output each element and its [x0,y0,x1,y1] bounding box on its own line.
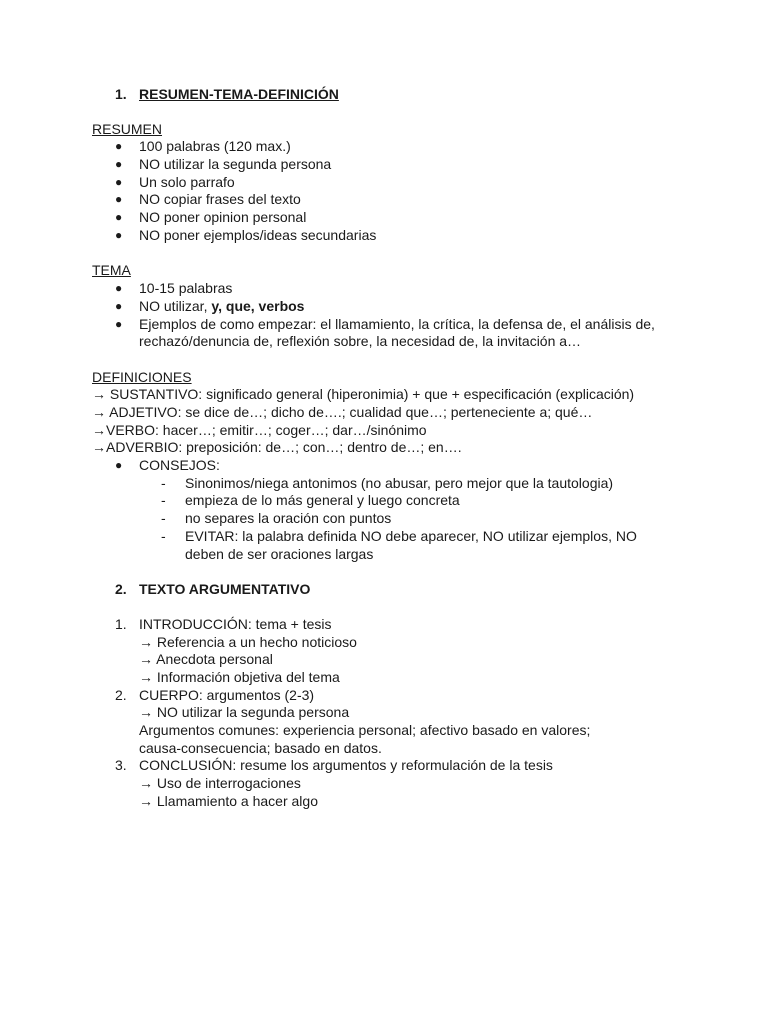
tema-item [139,298,304,316]
bullet-icon: ● [115,228,123,242]
tema-heading: TEMA [92,262,131,278]
introduccion-label: INTRODUCCIÓN: tema + tesis [139,616,332,632]
item-number: 1. [115,616,127,632]
dash-marker: - [161,510,166,526]
cuerpo-text: Argumentos comunes: experiencia personal; afectivo basado en valores; [139,722,591,738]
bullet-icon: ● [115,192,123,206]
tema-item-bold: y, que, verbos [211,298,305,314]
section1-title: RESUMEN-TEMA-DEFINICIÓN [139,86,339,102]
bullet-icon: ● [115,210,123,224]
resumen-item: NO utilizar la segunda persona [139,156,332,172]
dash-marker: - [161,528,166,544]
definicion-verbo: →VERBO: hacer…; emitir…; coger…; dar…/sinónimo [92,422,427,438]
section1-number: 1. [115,86,127,102]
item-number: 3. [115,757,127,773]
section2-number: 2. [115,581,127,597]
resumen-item: NO poner ejemplos/ideas secundarias [139,227,377,243]
cuerpo-label: CUERPO: argumentos (2-3) [139,687,315,703]
dash-marker: - [161,492,166,508]
consejos-label: CONSEJOS: [139,457,220,473]
resumen-heading: RESUMEN [92,121,163,137]
introduccion-item: → Referencia a un hecho noticioso [139,634,357,650]
tema-item: 10-15 palabras [139,280,233,296]
consejo-item: Sinonimos/niega antonimos (no abusar, pero mejor que la tautologia) [185,475,614,491]
introduccion-item: → Anecdota personal [139,651,273,667]
definiciones-heading: DEFINICIONES [92,369,192,385]
cuerpo-text: causa-consecuencia; basado en datos. [139,740,382,756]
section2-title: TEXTO ARGUMENTATIVO [139,581,311,597]
tema-item-prefix: NO utilizar, [139,298,212,314]
resumen-item: NO copiar frases del texto [139,191,301,207]
dash-marker: - [161,475,166,491]
tema-item: Ejemplos de como empezar: el llamamiento, la crítica, la defensa de, el análisis de, [139,316,655,332]
resumen-item: Un solo parrafo [139,174,235,190]
definicion-adverbio: →ADVERBIO: preposición: de…; con…; dentro de…; en…. [92,439,462,455]
item-number: 2. [115,687,127,703]
definicion-sustantivo: → SUSTANTIVO: significado general (hiperonimia) + que + especificación (explicación) [92,386,635,402]
bullet-icon: ● [115,281,123,295]
conclusion-label: CONCLUSIÓN: resume los argumentos y reformulación de la tesis [139,757,553,773]
consejo-item: no separes la oración con puntos [185,510,392,526]
tema-item-continuation: rechazó/denuncia de, reflexión sobre, la necesidad de, la invitación a… [139,333,582,349]
bullet-icon: ● [115,317,123,331]
resumen-item: NO poner opinion personal [139,209,307,225]
definicion-adjetivo: → ADJETIVO: se dice de…; dicho de….; cualidad que…; perteneciente a; qué… [92,404,593,420]
conclusion-item: → Uso de interrogaciones [139,775,301,791]
bullet-icon: ● [115,157,123,171]
cuerpo-item: → NO utilizar la segunda persona [139,704,350,720]
consejo-item-continuation: deben de ser oraciones largas [185,546,374,562]
resumen-item: 100 palabras (120 max.) [139,138,291,154]
consejo-item: empieza de lo más general y luego concreta [185,492,460,508]
introduccion-item: → Información objetiva del tema [139,669,340,685]
bullet-icon: ● [115,299,123,313]
bullet-icon: ● [115,139,123,153]
conclusion-item: → Llamamiento a hacer algo [139,793,318,809]
bullet-icon: ● [115,175,123,189]
bullet-icon: ● [115,458,123,472]
consejo-item: EVITAR: la palabra definida NO debe aparecer, NO utilizar ejemplos, NO [185,528,637,544]
